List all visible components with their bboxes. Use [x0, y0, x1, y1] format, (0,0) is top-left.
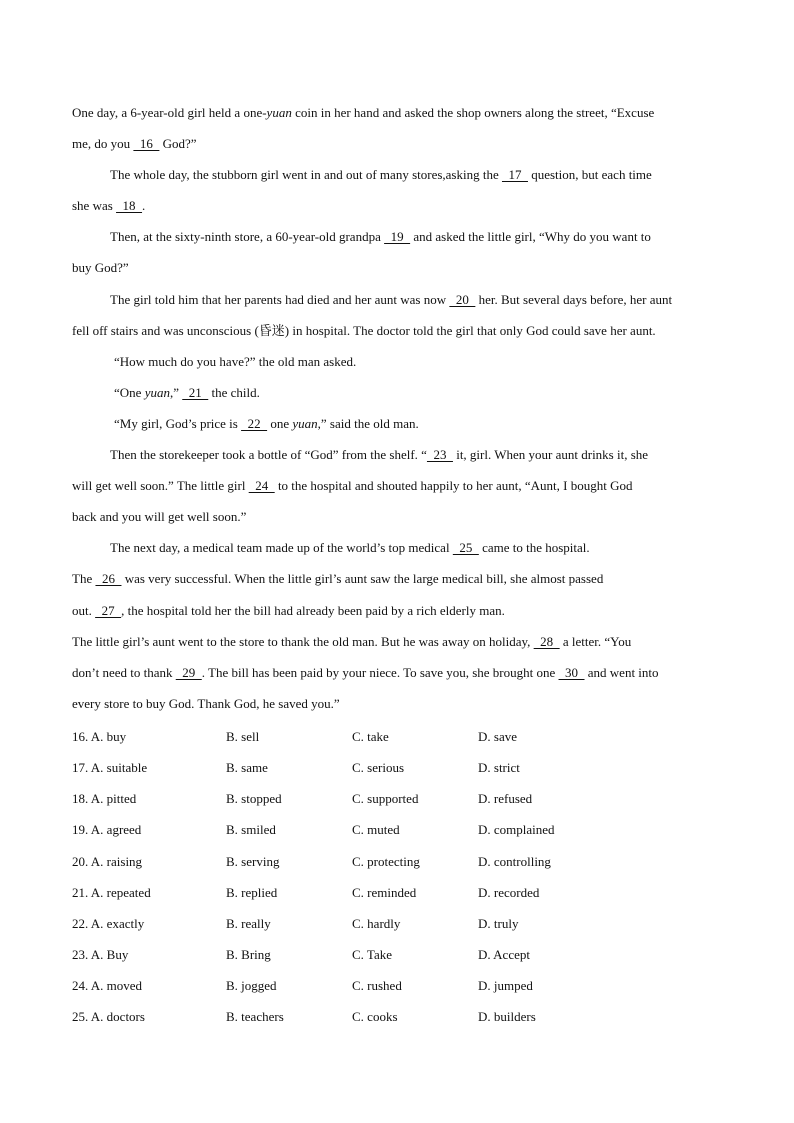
option-b: B. smiled [226, 822, 276, 838]
option-b: B. same [226, 760, 268, 776]
passage-line: “My girl, God’s price is 22 one yuan,” said the old man. [114, 415, 419, 431]
passage-line: Then, at the sixty-ninth store, a 60-year-old grandpa 19 and asked the little girl, “Why do you want to [110, 229, 651, 245]
option-c: C. supported [352, 791, 419, 807]
blank-19: 19 [384, 229, 411, 245]
blank-22: 22 [241, 415, 268, 431]
option-c: C. reminded [352, 884, 417, 900]
blank-27: 27 [95, 602, 122, 618]
option-a: 23. A. Buy [72, 946, 129, 962]
option-a: 21. A. repeated [72, 884, 151, 900]
cloze-passage [72, 101, 722, 723]
option-d: D. refused [478, 791, 533, 807]
passage-line: back and you will get well soon.” [72, 509, 247, 525]
passage-line: fell off stairs and was unconscious (昏迷) in hospital. The doctor told the girl that only God could save her aunt. [72, 322, 656, 338]
option-row [72, 787, 722, 818]
passage-line: The whole day, the stubborn girl went in and out of many stores,asking the 17 question, but each time [110, 167, 652, 183]
option-c: C. rushed [352, 978, 402, 994]
option-a: 19. A. agreed [72, 822, 142, 838]
option-b: B. teachers [226, 1009, 284, 1025]
option-row [72, 943, 722, 974]
option-d: D. Accept [478, 946, 530, 962]
passage-line: buy God?” [72, 260, 129, 276]
option-c: C. serious [352, 760, 404, 776]
option-c: C. cooks [352, 1009, 398, 1025]
option-d: D. controlling [478, 853, 551, 869]
option-d: D. complained [478, 822, 555, 838]
passage-line: The next day, a medical team made up of the world’s top medical 25 came to the hospital. [110, 540, 590, 556]
passage-line: “How much do you have?” the old man asked. [114, 353, 357, 369]
passage-line: The 26 was very successful. When the little girl’s aunt saw the large medical bill, she almost passed [72, 571, 604, 587]
passage-line: One day, a 6-year-old girl held a one-yuan coin in her hand and asked the shop owners along the street, “Excuse [72, 105, 655, 120]
option-b: B. jogged [226, 978, 277, 994]
passage-line: The girl told him that her parents had died and her aunt was now 20 her. But several days before, her aunt [110, 291, 673, 307]
option-c: C. protecting [352, 853, 420, 869]
option-d: D. strict [478, 760, 520, 776]
passage-line: The little girl’s aunt went to the store to thank the old man. But he was away on holiday, 28 a letter. “You [72, 633, 632, 649]
option-d: D. builders [478, 1009, 536, 1025]
option-c: C. Take [352, 946, 393, 962]
blank-25: 25 [452, 540, 479, 556]
answer-options [72, 725, 722, 1036]
option-c: C. take [352, 729, 389, 744]
option-a: 17. A. suitable [72, 760, 148, 776]
option-d: D. recorded [478, 884, 540, 900]
passage-line: me, do you 16 God?” [72, 136, 197, 152]
option-a: 25. A. doctors [72, 1009, 145, 1025]
option-b: B. really [226, 915, 271, 931]
option-a: 18. A. pitted [72, 791, 137, 807]
option-row [72, 881, 722, 912]
option-a: 24. A. moved [72, 978, 143, 994]
option-row [72, 912, 722, 943]
option-b: B. serving [226, 853, 280, 869]
option-b: B. stopped [226, 791, 282, 807]
passage-line: out. 27 , the hospital told her the bill had already been paid by a rich elderly man. [72, 602, 505, 618]
option-a: 16. A. buy [72, 729, 127, 744]
option-row [72, 756, 722, 787]
passage-line: every store to buy God. Thank God, he saved you.” [72, 695, 340, 711]
option-d: D. truly [478, 915, 519, 931]
blank-29: 29 [175, 664, 202, 680]
blank-16: 16 [133, 136, 160, 152]
option-b: B. Bring [226, 946, 271, 962]
passage-line: will get well soon.” The little girl 24 to the hospital and shouted happily to her aunt, “Aunt, I bought God [72, 478, 633, 494]
option-b: B. sell [226, 729, 260, 744]
option-b: B. replied [226, 884, 278, 900]
blank-24: 24 [248, 478, 275, 494]
blank-18: 18 [116, 198, 143, 214]
blank-30: 30 [558, 664, 585, 680]
option-a: 22. A. exactly [72, 915, 145, 931]
option-row [72, 1005, 722, 1036]
blank-21: 21 [182, 384, 209, 400]
blank-20: 20 [449, 291, 476, 307]
option-row [72, 974, 722, 1005]
blank-23: 23 [426, 447, 453, 463]
option-row [72, 818, 722, 849]
blank-17: 17 [501, 167, 528, 183]
blank-28: 28 [533, 633, 560, 649]
passage-line: Then the storekeeper took a bottle of “God” from the shelf. “ 23 it, girl. When your aunt drinks it, she [110, 447, 649, 463]
passage-line: she was 18 . [72, 198, 146, 214]
option-row [72, 725, 722, 756]
option-c: C. hardly [352, 915, 401, 931]
option-c: C. muted [352, 822, 400, 838]
option-a: 20. A. raising [72, 853, 143, 869]
option-d: D. jumped [478, 978, 533, 994]
option-row [72, 850, 722, 881]
passage-line: “One yuan,” 21 the child. [114, 384, 260, 400]
passage-line: don’t need to thank 29 . The bill has been paid by your niece. To save you, she brought one 30 and went into [72, 664, 659, 680]
option-d: D. save [478, 729, 517, 744]
blank-26: 26 [95, 571, 122, 587]
